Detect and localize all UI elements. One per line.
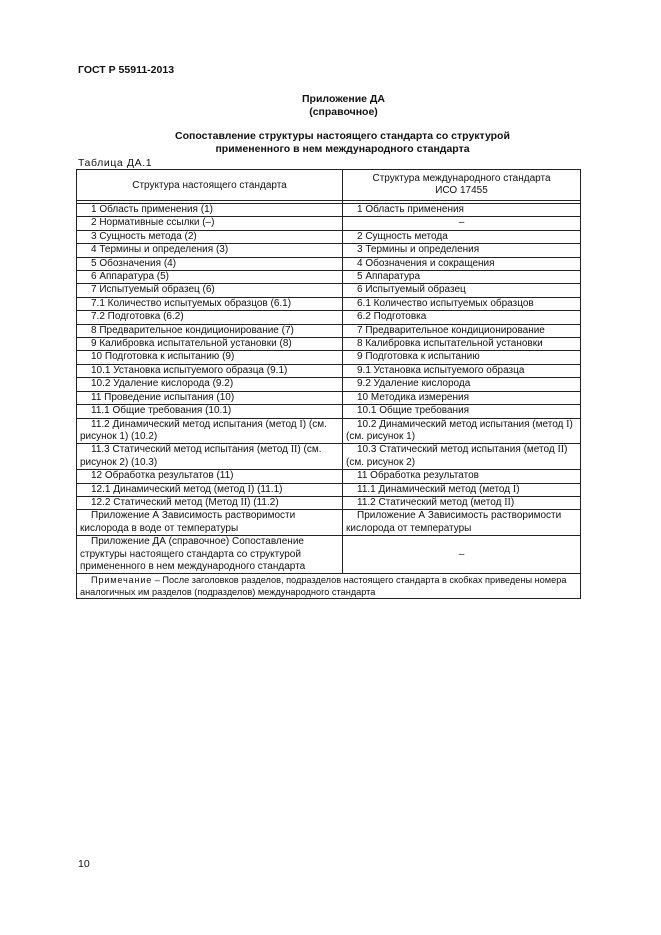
row-iso-cell: 2 Сущность метода: [343, 230, 581, 243]
row-annex-da-right: –: [343, 536, 581, 574]
row-annex-a-right: Приложение А Зависимость растворимости кислорода от температуры: [343, 510, 581, 536]
table-row: [77, 378, 581, 391]
row-structure-cell: 11.1 Общие требования (10.1): [77, 405, 343, 418]
row-12-left: 12 Обработка результатов (11): [77, 470, 343, 483]
annex-title: Приложение ДА: [302, 93, 385, 105]
table-note: [77, 574, 581, 599]
table-row: [77, 510, 581, 536]
row-structure-cell: 3 Сущность метода (2): [77, 230, 343, 243]
row-12-right: 11 Обработка результатов: [343, 470, 581, 483]
row-12-2-left: 12.2 Статический метод (Метод II) (11.2): [77, 496, 343, 509]
row-structure-cell: 10.2 Удаление кислорода (9.2): [77, 378, 343, 391]
comparison-table: [76, 169, 581, 599]
col2-header-line1: Структура международного стандарта: [372, 172, 551, 184]
row-iso-cell: 1 Область применения: [343, 204, 581, 217]
row-structure-cell: 7.2 Подготовка (6.2): [77, 311, 343, 324]
table-row: [77, 217, 581, 230]
table-row: [77, 444, 581, 470]
row-structure-cell: 6 Аппаратура (5): [77, 271, 343, 284]
note-label: Примечание: [91, 575, 153, 586]
row-structure-cell: 7.1 Количество испытуемых образцов (6.1): [77, 297, 343, 310]
row-structure-cell: 2 Нормативные ссылки (–): [77, 217, 343, 230]
heading-line-2: примененного в нем международного стандарта: [215, 143, 470, 155]
table-row: [77, 364, 581, 377]
row-12-1-right: 11.1 Динамический метод (метод I): [343, 483, 581, 496]
row-11-3-right: 10.3 Статический метод испытания (метод II) (см. рисунок 2): [343, 444, 581, 470]
table-row: [77, 244, 581, 257]
page-number: 10: [78, 858, 90, 870]
row-iso-cell: 6.2 Подготовка: [343, 311, 581, 324]
row-iso-cell: 7 Предварительное кондиционирование: [343, 324, 581, 337]
row-structure-cell: 9 Калибровка испытательной установки (8): [77, 338, 343, 351]
table-row: [77, 391, 581, 404]
annex-title-block: [0, 93, 661, 119]
row-iso-cell: 10 Методика измерения: [343, 391, 581, 404]
table-row: [77, 351, 581, 364]
table-row: [77, 257, 581, 270]
row-12-1-left: 12.1 Динамический метод (метод I) (11.1): [77, 483, 343, 496]
row-11-2-right: 10.2 Динамический метод испытания (метод I) (см. рисунок 1): [343, 418, 581, 444]
row-structure-cell: 10 Подготовка к испытанию (9): [77, 351, 343, 364]
col2-header: [343, 170, 581, 201]
row-structure-cell: 5 Обозначения (4): [77, 257, 343, 270]
section-heading: [0, 130, 661, 156]
row-structure-cell: 11 Проведение испытания (10): [77, 391, 343, 404]
table-row: [77, 271, 581, 284]
table-caption: Таблица ДА.1: [78, 157, 153, 169]
row-11-2-left: 11.2 Динамический метод испытания (метод I) (см. рисунок 1) (10.2): [77, 418, 343, 444]
col2-header-line2: ИСО 17455: [435, 185, 488, 196]
row-iso-cell: 6.1 Количество испытуемых образцов: [343, 297, 581, 310]
row-iso-cell: 4 Обозначения и сокращения: [343, 257, 581, 270]
row-annex-a-left: Приложение А Зависимость растворимости кислорода в воде от температуры: [77, 510, 343, 536]
annex-subtitle: (справочное): [309, 106, 378, 118]
row-iso-cell: 5 Аппаратура: [343, 271, 581, 284]
table-row: [77, 418, 581, 444]
row-iso-cell: 9.1 Установка испытуемого образца: [343, 364, 581, 377]
row-structure-cell: 10.1 Установка испытуемого образца (9.1): [77, 364, 343, 377]
row-structure-cell: 8 Предварительное кондиционирование (7): [77, 324, 343, 337]
table-row: [77, 536, 581, 574]
table-row: [77, 405, 581, 418]
row-iso-cell: 8 Калибровка испытательной установки: [343, 338, 581, 351]
table-note-row: [77, 574, 581, 599]
row-structure-cell: 1 Область применения (1): [77, 204, 343, 217]
row-iso-cell: 10.1 Общие требования: [343, 405, 581, 418]
heading-line-1: Сопоставление структуры настоящего стандарта со структурой: [175, 130, 510, 142]
table-row: [77, 284, 581, 297]
row-structure-cell: 4 Термины и определения (3): [77, 244, 343, 257]
table-row: [77, 483, 581, 496]
col1-header: Структура настоящего стандарта: [77, 170, 343, 201]
table-row: [77, 496, 581, 509]
table-row: [77, 311, 581, 324]
row-structure-cell: 7 Испытуемый образец (6): [77, 284, 343, 297]
row-11-3-left: 11.3 Статический метод испытания (метод II) (см. рисунок 2) (10.3): [77, 444, 343, 470]
row-12-2-right: 11.2 Статический метод (метод II): [343, 496, 581, 509]
standard-id: ГОСТ Р 55911-2013: [78, 64, 175, 76]
row-iso-cell: 6 Испытуемый образец: [343, 284, 581, 297]
table-row: [77, 204, 581, 217]
row-iso-cell: 9.2 Удаление кислорода: [343, 378, 581, 391]
row-iso-cell: –: [343, 217, 581, 230]
table-row: [77, 470, 581, 483]
table-row: [77, 338, 581, 351]
row-iso-cell: 9 Подготовка к испытанию: [343, 351, 581, 364]
table-row: [77, 324, 581, 337]
table-row: [77, 230, 581, 243]
table-row: [77, 297, 581, 310]
row-iso-cell: 3 Термины и определения: [343, 244, 581, 257]
row-annex-da-left: Приложение ДА (справочное) Сопоставление структуры настоящего стандарта со структурой примененного в нем международного стандарта: [77, 536, 343, 574]
note-text: – После заголовков разделов, подразделов настоящего стандарта в скобках приведены номера аналогичных им разделов (подразделов) международного стандарта: [80, 575, 567, 598]
table-header-row: [77, 170, 581, 201]
